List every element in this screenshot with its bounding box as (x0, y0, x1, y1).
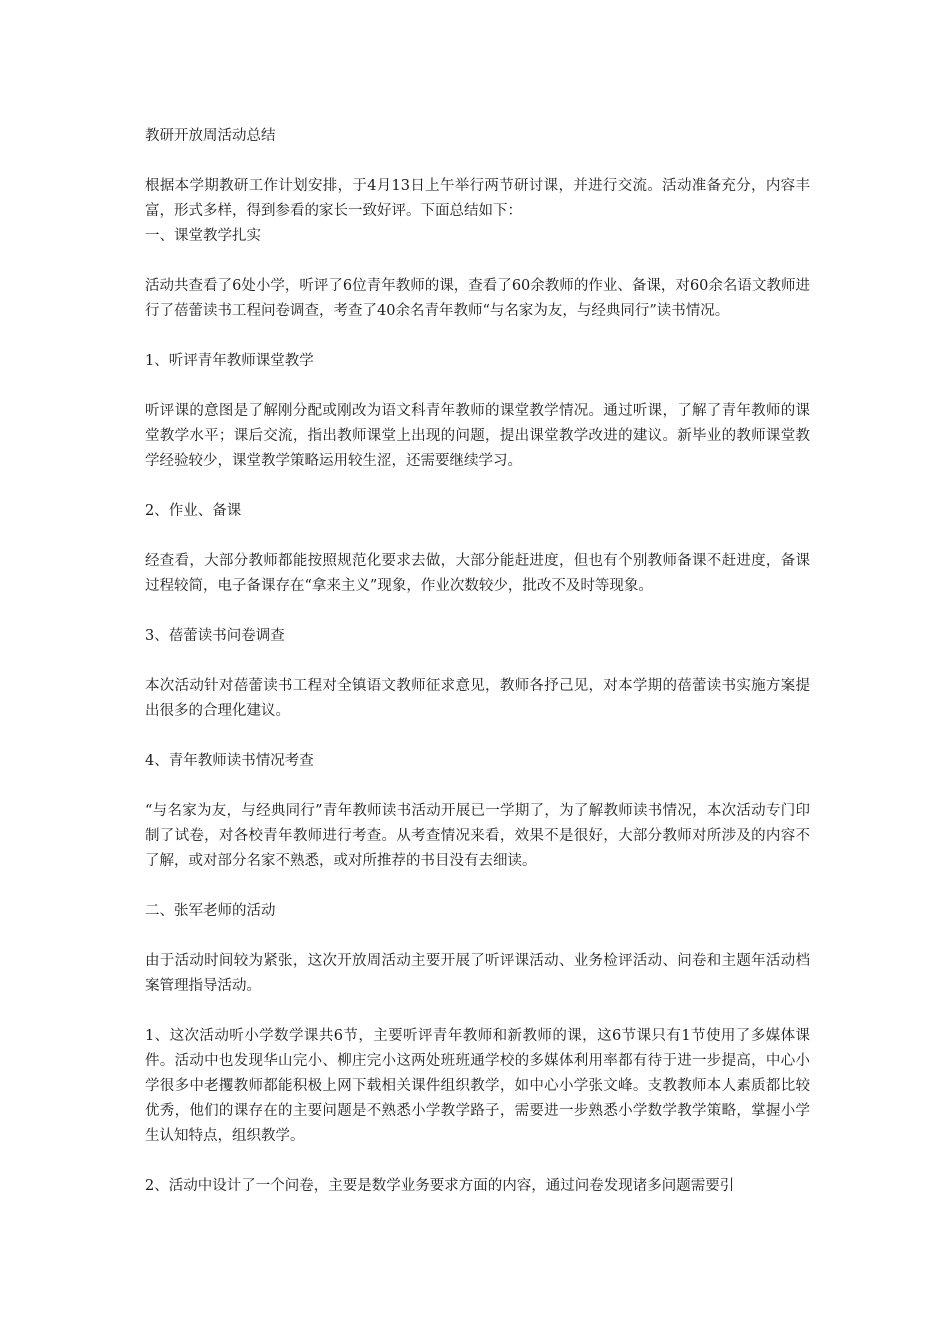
paragraph: 2、活动中设计了一个问卷，主要是数学业务要求方面的内容，通过问卷发现诸多问题需要引 (145, 1178, 735, 1194)
paragraph: 听评课的意图是了解刚分配或刚改为语文科青年教师的课堂教学情况。通过听课，了解了青年教师的课堂教学水平；课后交流，指出教师课堂上出现的问题，提出课堂教学改进的建议。新毕业的教师课堂教学经验较少，课堂教学策略运用较生涩，还需要继续学习。 (145, 403, 810, 469)
paragraph: 经查看，大部分教师都能按照规范化要求去做，大部分能赶进度，但也有个别教师备课不赶进度，备课过程较简，电子备课存在“拿来主义”现象，作业次数较少，批改不及时等现象。 (145, 553, 810, 594)
paragraph: 活动共查看了6处小学，听评了6位青年教师的课，查看了60余教师的作业、备课，对60余名语文教师进行了蓓蕾读书工程问卷调查，考查了40余名青年教师“与名家为友，与经典同行”读书情况。 (145, 278, 810, 319)
subsection-heading: 3、蓓蕾读书问卷调查 (145, 628, 285, 644)
subsection-heading: 4、青年教师读书情况考查 (145, 753, 314, 769)
paragraph: 1、这次活动听小学数学课共6节，主要听评青年教师和新教师的课，这6节课只有1节使用了多媒体课件。活动中也发现华山完小、柳庄完小这两处班班通学校的多媒体利用率都有待于进一步提高，中心小学很多中老攫教师都能积极上网下载相关课件组织教学，如中心小学张文峰。支教教师本人素质都比较优秀，他们的课存在的主要问题是不熟悉小学教学路子，需要进一步熟悉小学数学教学策略，掌握小学生认知特点，组织教学。 (145, 1028, 810, 1144)
document-title: 教研开放周活动总结 (145, 128, 276, 144)
section-heading-1: 一、课堂教学扎实 (145, 228, 261, 244)
paragraph: 由于活动时间较为紧张，这次开放周活动主要开展了听评课活动、业务检评活动、问卷和主题年活动档案管理指导活动。 (145, 953, 810, 994)
subsection-heading: 1、听评青年教师课堂教学 (145, 353, 314, 369)
paragraph-intro: 根据本学期教研工作计划安排，于4月13日上午举行两节研讨课，并进行交流。活动准备充分，内容丰富，形式多样，得到参看的家长一致好评。下面总结如下： (145, 178, 810, 219)
subsection-heading: 2、作业、备课 (145, 503, 242, 519)
paragraph: “与名家为友，与经典同行”青年教师读书活动开展已一学期了，为了解教师读书情况，本次活动专门印制了试卷，对各校青年教师进行考查。从考查情况来看，效果不是很好，大部分教师对所涉及的内容不了解，或对部分名家不熟悉，或对所推荐的书目没有去细读。 (145, 803, 810, 869)
document-page (145, 124, 810, 1199)
paragraph: 本次活动针对蓓蕾读书工程对全镇语文教师征求意见，教师各抒己见，对本学期的蓓蕾读书实施方案提出很多的合理化建议。 (145, 678, 810, 719)
section-heading-2: 二、张军老师的活动 (145, 903, 276, 919)
